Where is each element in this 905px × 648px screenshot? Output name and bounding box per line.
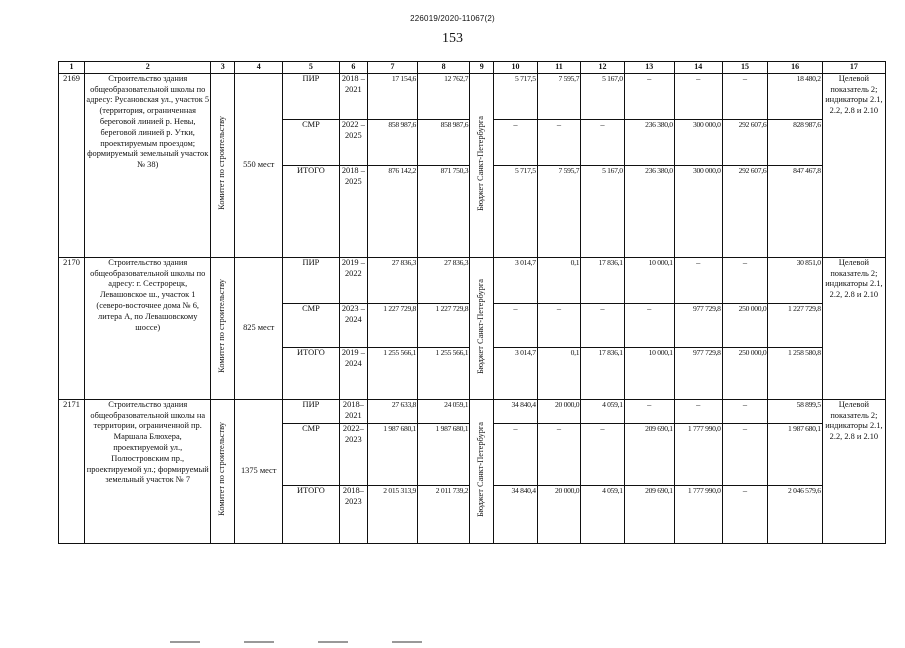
value-cell: 1 227 729,8 (768, 303, 822, 347)
period: 2018 – 2025 (339, 165, 367, 257)
column-header: 8 (418, 62, 470, 74)
period: 2022– 2023 (339, 423, 367, 485)
value-cell: – (722, 485, 768, 543)
customer-cell (211, 73, 235, 257)
value-cell: 10 000,1 (624, 347, 674, 399)
value-cell: 2 046 579,6 (768, 485, 822, 543)
stage: ИТОГО (283, 485, 340, 543)
value-cell: 5 167,0 (581, 165, 625, 257)
budget-label: Бюджет Санкт-Петербурга (476, 278, 486, 374)
value-cell: 236 380,0 (624, 165, 674, 257)
value-cell: 1 777 990,0 (674, 485, 722, 543)
stage: ИТОГО (283, 347, 340, 399)
value-cell: – (624, 73, 674, 119)
value-cell: – (537, 119, 581, 165)
value-cell: – (537, 303, 581, 347)
budget-label: Бюджет Санкт-Петербурга (476, 421, 486, 517)
target-indicators: Целевой показатель 2; индикаторы 2.1, 2.2, 2.8 и 2.10 (822, 73, 885, 257)
value-cell: 0,1 (537, 347, 581, 399)
stage: ПИР (283, 257, 340, 303)
value-cell: 27 836,3 (368, 257, 418, 303)
value-cell: 34 840,4 (494, 485, 538, 543)
column-header: 2 (85, 62, 211, 74)
value-cell: 10 000,1 (624, 257, 674, 303)
value-cell: 977 729,8 (674, 347, 722, 399)
value-cell: 1 987 680,1 (768, 423, 822, 485)
value-cell: 2 015 313,9 (368, 485, 418, 543)
row-number: 2170 (59, 257, 85, 399)
value-cell: 977 729,8 (674, 303, 722, 347)
column-header: 6 (339, 62, 367, 74)
value-cell: 292 607,6 (722, 119, 768, 165)
value-cell: 5 717,5 (494, 165, 538, 257)
stage: СМР (283, 119, 340, 165)
value-cell: 1 227 729,8 (368, 303, 418, 347)
budget-cell (470, 399, 494, 543)
value-cell: 209 690,1 (624, 423, 674, 485)
table-row (59, 399, 886, 423)
document-id: 226019/2020-11067(2) (410, 14, 495, 23)
customer-cell (211, 399, 235, 543)
stage: ПИР (283, 73, 340, 119)
value-cell: 0,1 (537, 257, 581, 303)
column-header: 17 (822, 62, 885, 74)
stage: СМР (283, 423, 340, 485)
period: 2018– 2021 (339, 399, 367, 423)
value-cell: – (674, 73, 722, 119)
value-cell: 300 000,0 (674, 119, 722, 165)
period: 2019 – 2024 (339, 347, 367, 399)
value-cell: 20 000,0 (537, 399, 581, 423)
value-cell: 5 167,0 (581, 73, 625, 119)
value-cell: 1 987 680,1 (418, 423, 470, 485)
value-cell: 828 987,6 (768, 119, 822, 165)
column-header: 10 (494, 62, 538, 74)
object-name: Строительство здания общеобразовательной школы по адресу: г. Сестрорецк, Левашовское ш., участок 1 (северо-восточнее дома № 6, литера А, по Левашовскому шоссе) (85, 257, 211, 399)
object-name: Строительство здания общеобразовательной школы по адресу: Русановская ул., участок 5 (территория, ограниченная береговой линией р. Невы, береговой линией р. Утки, проектируемым проездом; формируемый земельный участок № 38) (85, 73, 211, 257)
value-cell: 1 777 990,0 (674, 423, 722, 485)
scan-mark (392, 641, 422, 643)
period: 2019 – 2022 (339, 257, 367, 303)
value-cell: – (494, 303, 538, 347)
value-cell: 34 840,4 (494, 399, 538, 423)
value-cell: 4 059,1 (581, 485, 625, 543)
value-cell: – (581, 303, 625, 347)
value-cell: 858 987,6 (368, 119, 418, 165)
customer-label: Комитет по строительству (217, 116, 227, 211)
capacity: 550 мест (235, 73, 283, 257)
scan-mark (318, 641, 348, 643)
customer-label: Комитет по строительству (217, 279, 227, 374)
period: 2023 – 2024 (339, 303, 367, 347)
value-cell: 847 467,8 (768, 165, 822, 257)
column-header: 15 (722, 62, 768, 74)
value-cell: – (722, 399, 768, 423)
value-cell: 871 750,3 (418, 165, 470, 257)
value-cell: – (722, 257, 768, 303)
value-cell: 236 380,0 (624, 119, 674, 165)
column-header: 7 (368, 62, 418, 74)
value-cell: 1 258 580,8 (768, 347, 822, 399)
value-cell: – (494, 119, 538, 165)
value-cell: – (674, 257, 722, 303)
value-cell: 27 633,8 (368, 399, 418, 423)
stage: ПИР (283, 399, 340, 423)
footer-scan-marks (170, 630, 770, 636)
value-cell: 209 690,1 (624, 485, 674, 543)
value-cell: 12 762,7 (418, 73, 470, 119)
period: 2018– 2023 (339, 485, 367, 543)
scan-mark (170, 641, 200, 643)
column-header: 4 (235, 62, 283, 74)
budget-label: Бюджет Санкт-Петербурга (476, 115, 486, 211)
value-cell: 876 142,2 (368, 165, 418, 257)
target-indicators: Целевой показатель 2; индикаторы 2.1, 2.2, 2.8 и 2.10 (822, 257, 885, 399)
value-cell: – (722, 73, 768, 119)
value-cell: 3 014,7 (494, 257, 538, 303)
period: 2018 – 2021 (339, 73, 367, 119)
column-header: 14 (674, 62, 722, 74)
column-header: 3 (211, 62, 235, 74)
value-cell: 27 836,3 (418, 257, 470, 303)
value-cell: 17 836,1 (581, 347, 625, 399)
value-cell: 7 595,7 (537, 165, 581, 257)
value-cell: – (624, 303, 674, 347)
column-header: 1 (59, 62, 85, 74)
value-cell: 17 154,6 (368, 73, 418, 119)
capacity: 1375 мест (235, 399, 283, 543)
column-header: 13 (624, 62, 674, 74)
value-cell: – (722, 423, 768, 485)
table-row (59, 73, 886, 119)
value-cell: 24 059,1 (418, 399, 470, 423)
program-table (58, 61, 886, 544)
column-header: 16 (768, 62, 822, 74)
value-cell: 17 836,1 (581, 257, 625, 303)
value-cell: 58 899,5 (768, 399, 822, 423)
customer-cell (211, 257, 235, 399)
budget-cell (470, 257, 494, 399)
column-header: 12 (581, 62, 625, 74)
value-cell: 3 014,7 (494, 347, 538, 399)
table-row (59, 257, 886, 303)
value-cell: 5 717,5 (494, 73, 538, 119)
stage: ИТОГО (283, 165, 340, 257)
period: 2022 – 2025 (339, 119, 367, 165)
value-cell: 2 011 739,2 (418, 485, 470, 543)
value-cell: 20 000,0 (537, 485, 581, 543)
value-cell: 30 851,0 (768, 257, 822, 303)
row-number: 2171 (59, 399, 85, 543)
object-name: Строительство здания общеобразовательной школы на территории, ограниченной пр. Маршала Блюхера, проектируемой ул., Полюстровским пр., проектируемой ул.; формируемый земельный участок № 7 (85, 399, 211, 543)
value-cell: 300 000,0 (674, 165, 722, 257)
value-cell: 250 000,0 (722, 303, 768, 347)
value-cell: – (581, 119, 625, 165)
column-header: 11 (537, 62, 581, 74)
value-cell: 18 480,2 (768, 73, 822, 119)
stage: СМР (283, 303, 340, 347)
value-cell: 1 255 566,1 (368, 347, 418, 399)
value-cell: – (581, 423, 625, 485)
table-header-row (59, 62, 886, 74)
value-cell: – (494, 423, 538, 485)
column-header: 5 (283, 62, 340, 74)
value-cell: 1 227 729,8 (418, 303, 470, 347)
budget-cell (470, 73, 494, 257)
value-cell: 858 987,6 (418, 119, 470, 165)
target-indicators: Целевой показатель 2; индикаторы 2.1, 2.2, 2.8 и 2.10 (822, 399, 885, 543)
value-cell: 292 607,6 (722, 165, 768, 257)
page-number: 153 (442, 31, 463, 46)
value-cell: – (624, 399, 674, 423)
column-header: 9 (470, 62, 494, 74)
value-cell: 1 255 566,1 (418, 347, 470, 399)
value-cell: – (674, 399, 722, 423)
customer-label: Комитет по строительству (217, 422, 227, 517)
capacity: 825 мест (235, 257, 283, 399)
value-cell: – (537, 423, 581, 485)
value-cell: 1 987 680,1 (368, 423, 418, 485)
row-number: 2169 (59, 73, 85, 257)
value-cell: 250 000,0 (722, 347, 768, 399)
value-cell: 4 059,1 (581, 399, 625, 423)
scan-mark (244, 641, 274, 643)
value-cell: 7 595,7 (537, 73, 581, 119)
